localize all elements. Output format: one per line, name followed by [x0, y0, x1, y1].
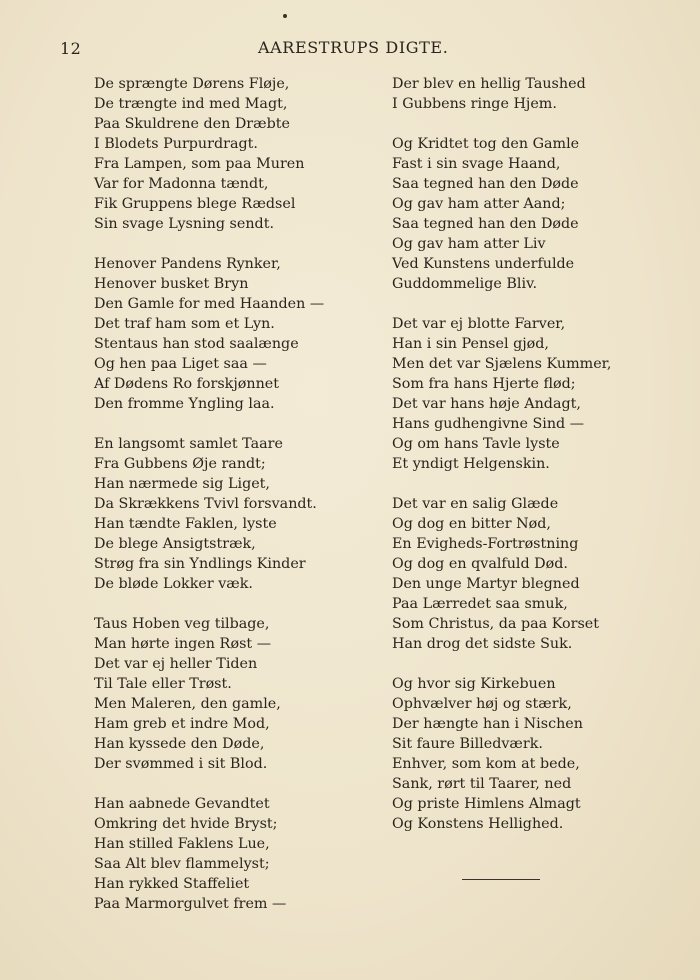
verse-line: Ophvælver høj og stærk, — [392, 696, 572, 712]
verse-line: Men Maleren, den gamle, — [94, 696, 281, 712]
verse-line: Enhver, som kom at bede, — [392, 756, 580, 772]
verse-line: Som fra hans Hjerte flød; — [392, 376, 576, 392]
verse-line: Stentaus han stod saalænge — [94, 336, 299, 352]
verse-line: Man hørte ingen Røst — — [94, 636, 272, 652]
verse-line: Som Christus, da paa Korset — [392, 616, 600, 632]
stanza — [392, 74, 642, 114]
verse-line: Til Tale eller Trøst. — [94, 676, 232, 692]
verse-line: Og priste Himlens Almagt — [392, 796, 581, 812]
poem-column-right — [392, 74, 642, 854]
poem-column-left — [94, 74, 354, 934]
verse-line: Henover Pandens Rynker, — [94, 256, 281, 272]
stanza — [392, 494, 642, 654]
verse-line: Og dog en qvalfuld Død. — [392, 556, 568, 572]
verse-line: Og gav ham atter Liv — [392, 236, 546, 252]
verse-line: Han nærmede sig Liget, — [94, 476, 270, 492]
verse-line: Paa Marmorgulvet frem — — [94, 896, 287, 912]
verse-line: Det var ej blotte Farver, — [392, 316, 566, 332]
verse-line: Og gav ham atter Aand; — [392, 196, 566, 212]
verse-line: Han stilled Faklens Lue, — [94, 836, 270, 852]
verse-line: Sit faure Billedværk. — [392, 736, 543, 752]
verse-line: Et yndigt Helgenskin. — [392, 456, 550, 472]
verse-line: Af Dødens Ro forskjønnet — [94, 376, 279, 392]
page-number: 12 — [60, 39, 82, 58]
verse-line: Var for Madonna tændt, — [94, 176, 269, 192]
verse-line: De trængte ind med Magt, — [94, 96, 288, 112]
verse-line: Der svømmed i sit Blod. — [94, 756, 268, 772]
stanza — [94, 74, 354, 234]
verse-line: Men det var Sjælens Kummer, — [392, 356, 612, 372]
verse-line: Han kyssede den Døde, — [94, 736, 265, 752]
verse-line: Omkring det hvide Bryst; — [94, 816, 278, 832]
verse-line: Paa Skuldrene den Dræbte — [94, 116, 290, 132]
verse-line: Han i sin Pensel gjød, — [392, 336, 549, 352]
verse-line: Fra Lampen, som paa Muren — [94, 156, 305, 172]
verse-line: Hans gudhengivne Sind — — [392, 416, 585, 432]
stanza — [94, 614, 354, 774]
stanza — [94, 254, 354, 414]
verse-line: Den unge Martyr blegned — [392, 576, 580, 592]
verse-line: En langsomt samlet Taare — [94, 436, 283, 452]
verse-line: Han aabnede Gevandtet — [94, 796, 270, 812]
verse-line: Han tændte Faklen, lyste — [94, 516, 277, 532]
verse-line: Ved Kunstens underfulde — [392, 256, 575, 272]
verse-line: De bløde Lokker væk. — [94, 576, 253, 592]
verse-line: Og Kridtet tog den Gamle — [392, 136, 580, 152]
verse-line: Han rykked Staffeliet — [94, 876, 250, 892]
verse-line: Guddommelige Bliv. — [392, 276, 537, 292]
verse-line: Fast i sin svage Haand, — [392, 156, 561, 172]
verse-line: Sank, rørt til Taarer, ned — [392, 776, 572, 792]
verse-line: Det var hans høje Andagt, — [392, 396, 581, 412]
verse-line: De blege Ansigtstræk, — [94, 536, 256, 552]
verse-line: Strøg fra sin Yndlings Kinder — [94, 556, 306, 572]
running-title: AARESTRUPS DIGTE. — [258, 38, 449, 57]
verse-line: Saa tegned han den Døde — [392, 216, 579, 232]
verse-line: Han drog det sidste Suk. — [392, 636, 573, 652]
ink-speck — [283, 14, 287, 18]
stanza — [94, 434, 354, 594]
stanza — [392, 674, 642, 834]
verse-line: Det traf ham som et Lyn. — [94, 316, 275, 332]
verse-line: Sin svage Lysning sendt. — [94, 216, 275, 232]
verse-line: Og hen paa Liget saa — — [94, 356, 267, 372]
verse-line: Det var en salig Glæde — [392, 496, 559, 512]
verse-line: De sprængte Dørens Fløje, — [94, 76, 290, 92]
verse-line: Og hvor sig Kirkebuen — [392, 676, 556, 692]
verse-line: Den fromme Yngling laa. — [94, 396, 275, 412]
verse-line: Paa Lærredet saa smuk, — [392, 596, 568, 612]
stanza — [392, 314, 642, 474]
verse-line: Taus Hoben veg tilbage, — [94, 616, 270, 632]
verse-line: Og dog en bitter Nød, — [392, 516, 551, 532]
verse-line: Fik Gruppens blege Rædsel — [94, 196, 296, 212]
verse-line: I Gubbens ringe Hjem. — [392, 96, 557, 112]
verse-line: Og om hans Tavle lyste — [392, 436, 560, 452]
end-rule — [462, 879, 540, 880]
verse-line: En Evigheds-Fortrøstning — [392, 536, 579, 552]
stanza — [94, 794, 354, 914]
verse-line: Der blev en hellig Taushed — [392, 76, 586, 92]
verse-line: Saa Alt blev flammelyst; — [94, 856, 270, 872]
verse-line: I Blodets Purpurdragt. — [94, 136, 258, 152]
verse-line: Der hængte han i Nischen — [392, 716, 583, 732]
verse-line: Den Gamle for med Haanden — — [94, 296, 325, 312]
stanza — [392, 134, 642, 294]
verse-line: Saa tegned han den Døde — [392, 176, 579, 192]
verse-line: Henover busket Bryn — [94, 276, 249, 292]
verse-line: Ham greb et indre Mod, — [94, 716, 270, 732]
verse-line: Det var ej heller Tiden — [94, 656, 258, 672]
verse-line: Og Konstens Hellighed. — [392, 816, 564, 832]
verse-line: Da Skrækkens Tvivl forsvandt. — [94, 496, 317, 512]
verse-line: Fra Gubbens Øje randt; — [94, 456, 266, 472]
